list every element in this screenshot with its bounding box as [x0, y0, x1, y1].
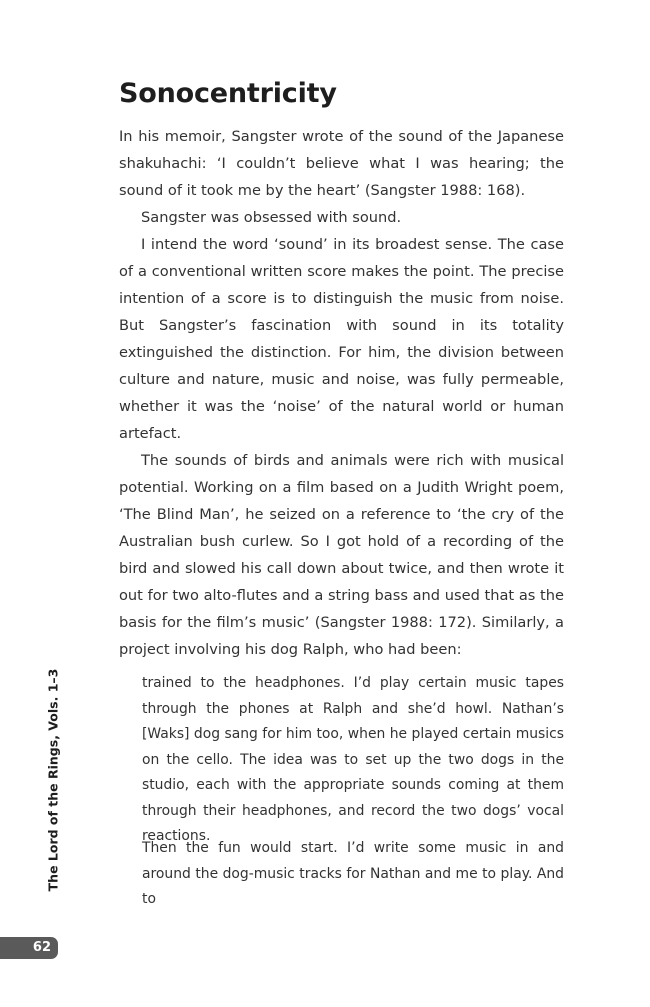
paragraph: In his memoir, Sangster wrote of the sound of the Japanese shakuhachi: ‘I couldn’t believe what I was hearing; the sound of it took me by the heart’ (Sangster 1988: 168). [119, 128, 564, 199]
paragraph: I intend the word ‘sound’ in its broadest sense. The case of a conventional written score makes the point. The precise intention of a score is to distinguish the music from noise. But Sangster’s fascination with sound in its totality extinguished the distinction. For him, the division between culture and nature, music and noise, was fully permeable, whether it was the ‘noise’ of the natural world or human artefact. [119, 236, 564, 442]
running-head: The Lord of the Rings, Vols. 1–3 [45, 668, 61, 892]
block-quote [142, 836, 564, 913]
page-number-tab [0, 937, 58, 959]
block-quote [142, 671, 564, 850]
main-text [119, 123, 564, 663]
page-number: 62 [32, 940, 51, 955]
quote-paragraph: trained to the headphones. I’d play certain music tapes through the phones at Ralph and she’d howl. Nathan’s [Waks] dog sang for him too, when he played certain musics on the cello. The idea was to set up the two dogs in the studio, each with the appropriate sounds coming at them through their headphones, and record the two dogs’ vocal reactions. [142, 675, 564, 844]
paragraph: The sounds of birds and animals were rich with musical potential. Working on a film based on a Judith Wright poem, ‘The Blind Man’, he seized on a reference to ‘the cry of the Australian bush curlew. So I got hold of a recording of the bird and slowed his call down about twice, and then wrote it out for two alto-flutes and a string bass and used that as the basis for the film’s music’ (Sangster 1988: 172). Similarly, a project involving his dog Ralph, who had been: [119, 452, 564, 658]
quote-paragraph: Then the fun would start. I’d write some music in and around the dog-music tracks for Nathan and me to play. And to [142, 840, 564, 907]
paragraph: Sangster was obsessed with sound. [141, 209, 402, 226]
section-heading: Sonocentricity [119, 78, 337, 109]
